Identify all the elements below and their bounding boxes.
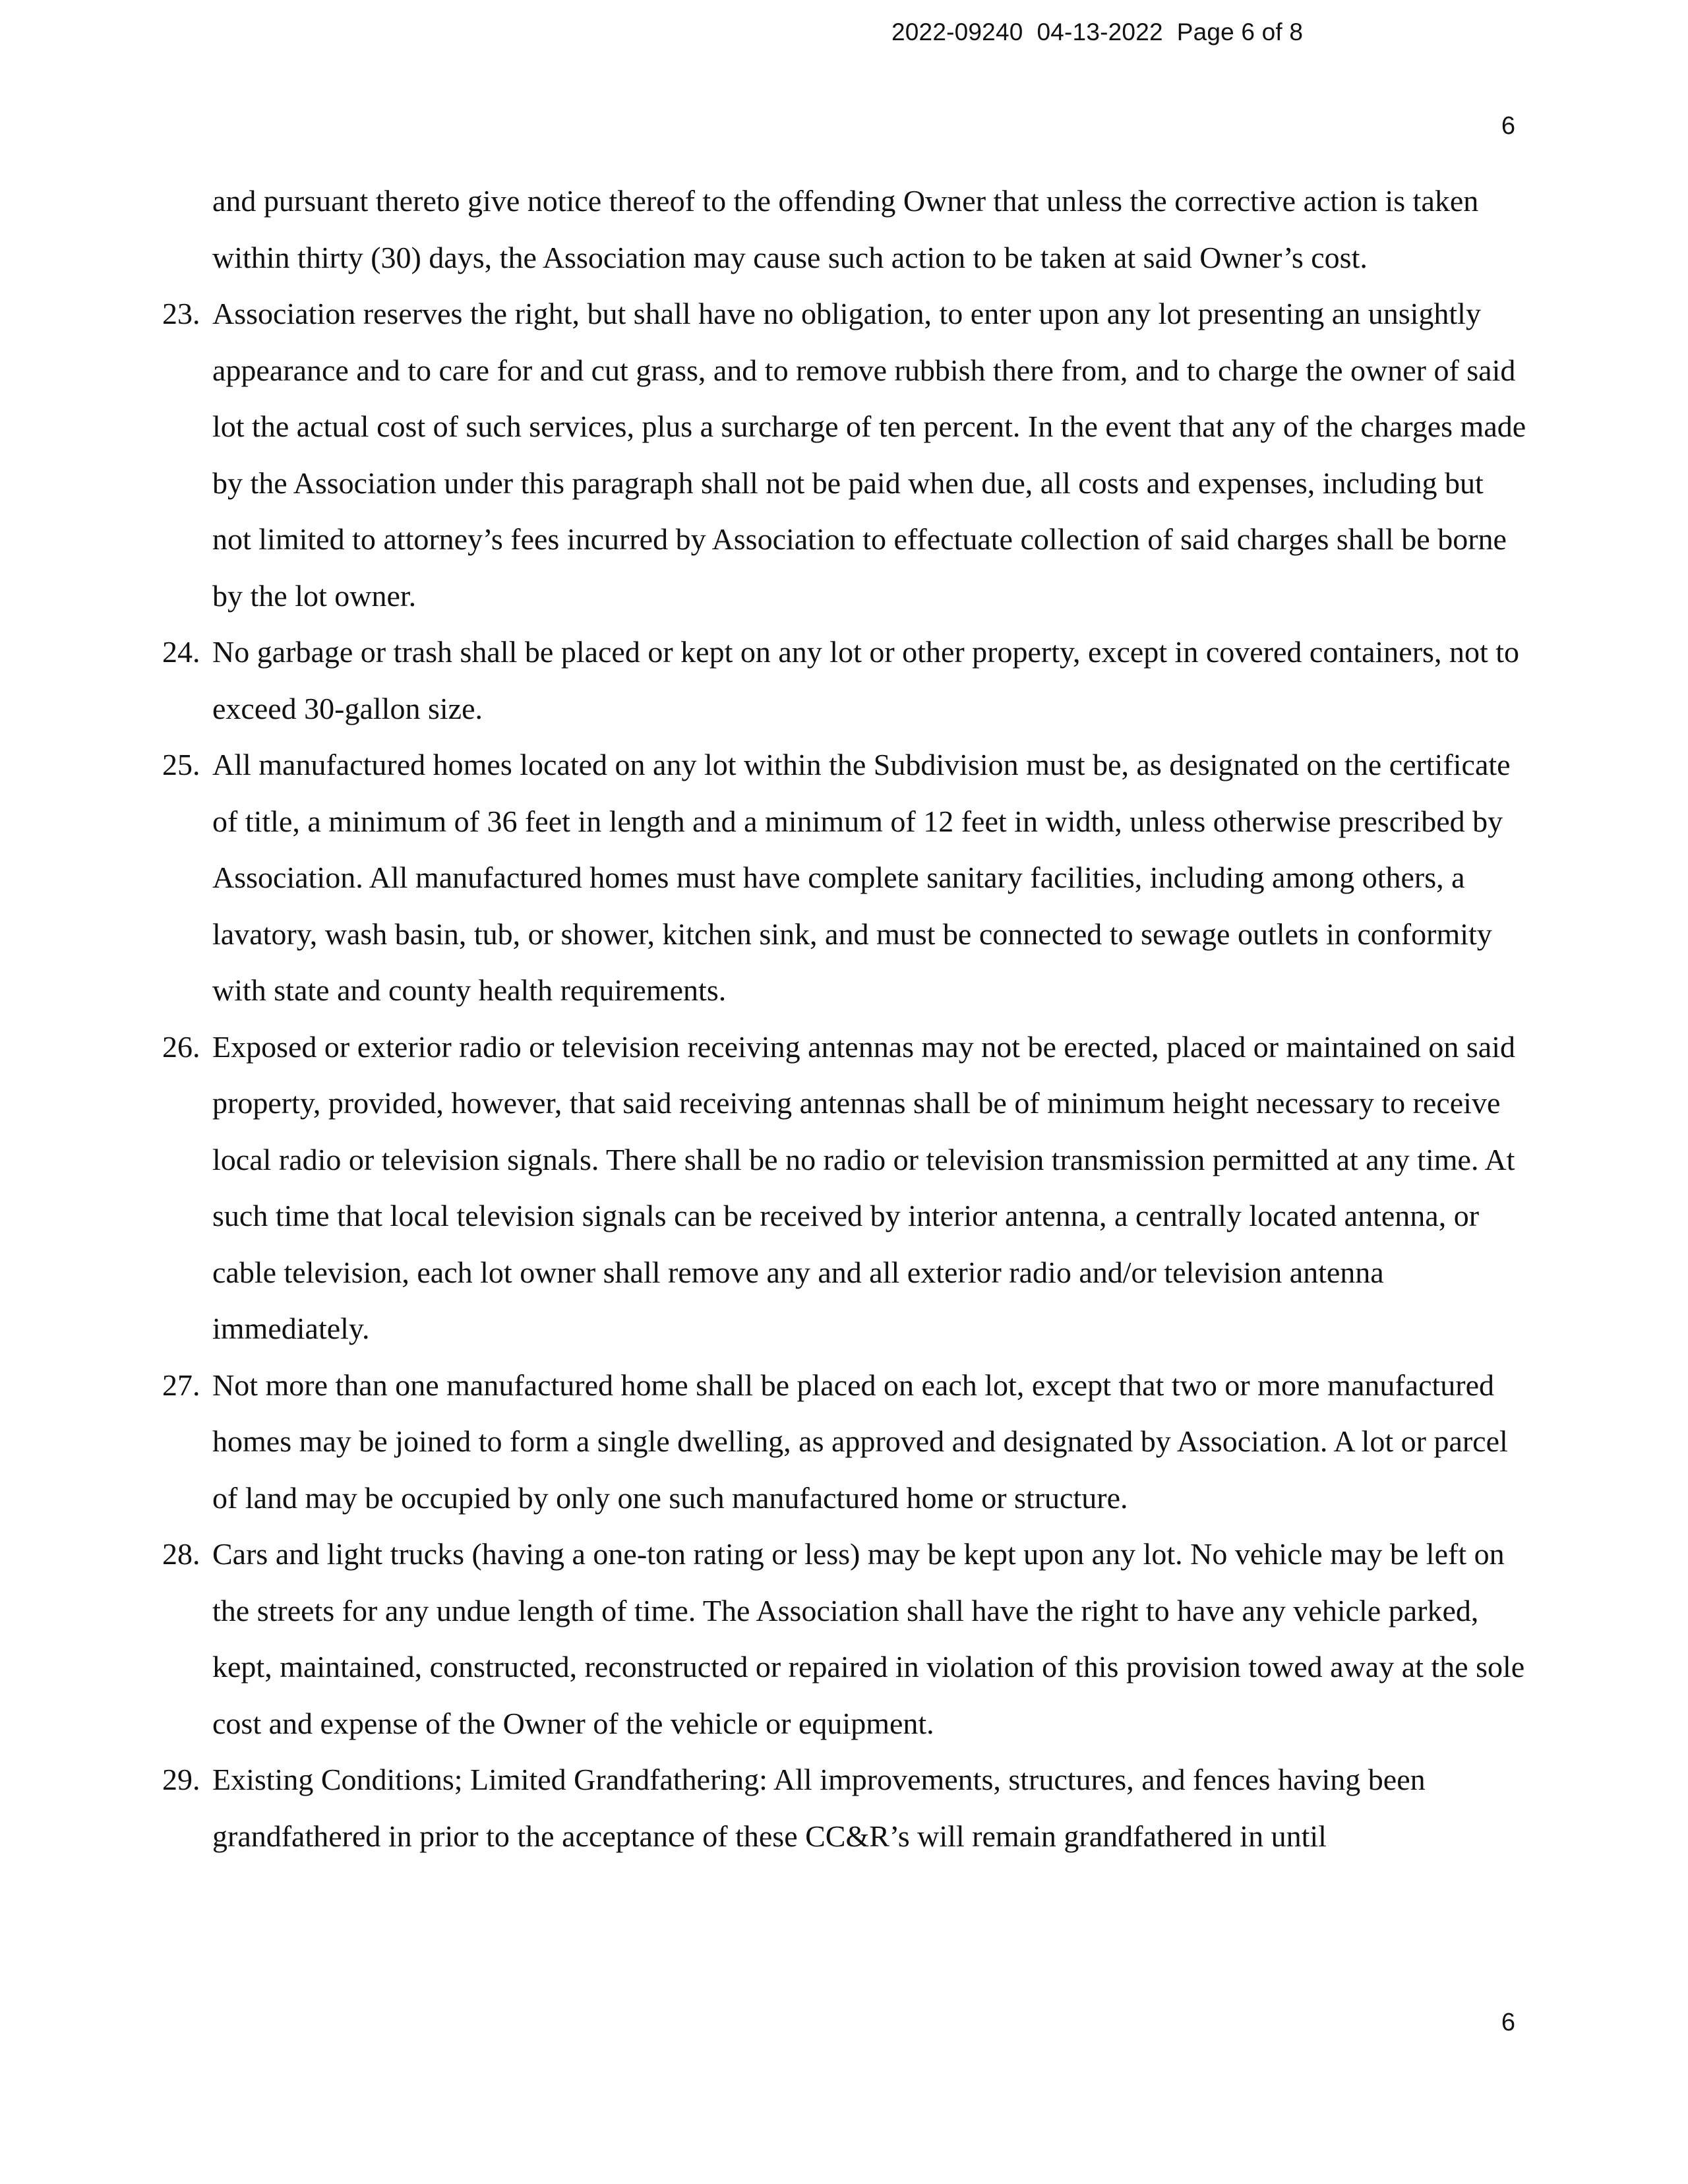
item-text: Cars and light trucks (having a one-ton rating or less) may be kept upon any lot. No vehicle may be left on the streets for any undue length of time. The Association shall have the right to have any vehicle parked, kept, maintained, constructed, reconstructed or repaired in violation of this provision towed away at the sole cost and expense of the Owner of the vehicle or equipment. bbox=[212, 1537, 1525, 1740]
item-text: No garbage or trash shall be placed or kept on any lot or other property, except in covered containers, not to exceed 30-gallon size. bbox=[212, 635, 1519, 725]
item-number: 25. bbox=[162, 748, 200, 781]
item-text: Not more than one manufactured home shall be placed on each lot, except that two or more manufactured homes may be joined to form a single dwelling, as approved and designated by Association. A lot or parcel of land may be occupied by only one such manufactured home or structure. bbox=[212, 1368, 1508, 1515]
continuation-paragraph: and pursuant thereto give notice thereof to the offending Owner that unless the corrective action is taken within thirty (30) days, the Association may cause such action to be taken at said Owner’s cost. bbox=[212, 184, 1479, 274]
list-item-24 bbox=[162, 624, 1528, 737]
item-text: Existing Conditions; Limited Grandfathering: All improvements, structures, and fences having been grandfathered in prior to the acceptance of these CC&R’s will remain grandfathered in until bbox=[212, 1763, 1426, 1853]
document-body bbox=[162, 173, 1528, 1864]
item-text: Association reserves the right, but shall have no obligation, to enter upon any lot presenting an unsightly appearance and to care for and cut grass, and to remove rubbish there from, and to charge the owner of said lot the actual cost of such services, plus a surcharge of ten percent. In the event that any of the charges made by the Association under this paragraph shall not be paid when due, all costs and expenses, including but not limited to attorney’s fees incurred by Association to effectuate collection of said charges shall be borne by the lot owner. bbox=[212, 297, 1526, 613]
list-item-23 bbox=[162, 286, 1528, 624]
item-number: 26. bbox=[162, 1029, 200, 1064]
page-number-bottom: 6 bbox=[1501, 2009, 1515, 2036]
list-item-28 bbox=[162, 1526, 1528, 1751]
item-number: 29. bbox=[162, 1763, 200, 1796]
item-number: 24. bbox=[162, 635, 200, 669]
list-item-27 bbox=[162, 1357, 1528, 1527]
item-number: 28. bbox=[162, 1537, 200, 1571]
item-number: 27. bbox=[162, 1368, 200, 1402]
page-number-top: 6 bbox=[1501, 112, 1515, 140]
item-text: Exposed or exterior radio or television receiving antennas may not be erected, placed or maintained on said property, provided, however, that said receiving antennas shall be of minimum height necessary to receive local radio or television signals. There shall be no radio or television transmission permitted at any time. At such time that local television signals can be received by interior antenna, a centrally located antenna, or cable television, each lot owner shall remove any and all exterior radio and/or television antenna immediately. bbox=[212, 1029, 1516, 1345]
list-item-29 bbox=[162, 1751, 1528, 1864]
item-text: All manufactured homes located on any lot within the Subdivision must be, as designated on the certificate of title, a minimum of 36 feet in length and a minimum of 12 feet in width, unless otherwise prescribed by Association. All manufactured homes must have complete sanitary facilities, including among others, a lavatory, wash basin, tub, or shower, kitchen sink, and must be connected to sewage outlets in conformity with state and county health requirements. bbox=[212, 748, 1511, 1007]
list-item-26 bbox=[162, 1019, 1528, 1357]
item-number: 23. bbox=[162, 297, 200, 330]
recording-stamp: 2022-09240 04-13-2022 Page 6 of 8 bbox=[891, 18, 1304, 46]
list-item-25 bbox=[162, 737, 1528, 1019]
